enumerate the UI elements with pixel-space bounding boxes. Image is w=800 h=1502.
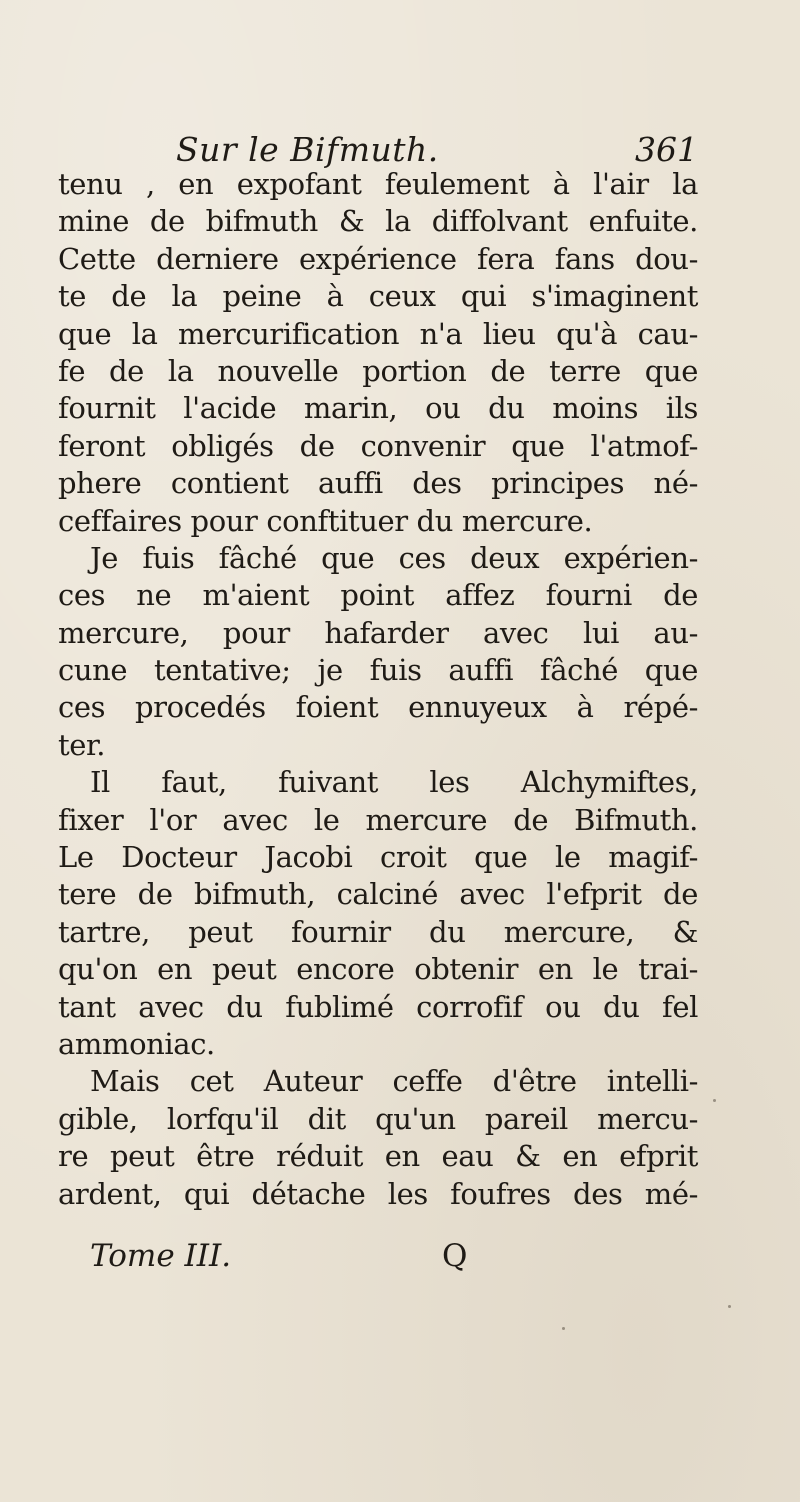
- text-line: ammoniac.: [58, 1026, 215, 1061]
- text-line: mine de bifmuth & la diffolvant enfuite.: [58, 204, 698, 239]
- text-line: qu'on en peut encore obtenir en le trai-: [58, 952, 698, 987]
- paper-speck: [562, 1327, 565, 1330]
- text-line: Le Docteur Jacobi croit que le magif-: [58, 840, 698, 875]
- text-line: ardent, qui détache les foufres des mé-: [58, 1176, 698, 1211]
- text-line: mercure, pour hafarder avec lui au-: [58, 615, 698, 650]
- page-footer: [90, 1234, 490, 1278]
- text-line: fournit l'acide marin, ou du moins ils: [58, 391, 698, 426]
- running-title: Sur le Bifmuth.: [176, 130, 439, 169]
- text-line: tenu , en expofant feulement à l'air la: [58, 167, 698, 201]
- text-line: Mais cet Auteur ceffe d'être intelli-: [90, 1064, 698, 1099]
- text-line: fixer l'or avec le mercure de Bifmuth.: [58, 802, 698, 837]
- text-line: te de la peine à ceux qui s'imaginent: [58, 279, 698, 314]
- text-line: tant avec du fublimé corrofif ou du fel: [58, 989, 698, 1024]
- text-line: Cette derniere expérience fera fans dou-: [58, 241, 698, 276]
- paper-speck: [728, 1305, 731, 1308]
- page-number: 361: [635, 130, 698, 169]
- text-line: cune tentative; je fuis auffi fâché que: [58, 653, 698, 688]
- text-line: ces ne m'aient point affez fourni de: [58, 578, 698, 613]
- text-line: fe de la nouvelle portion de terre que: [58, 353, 698, 388]
- paper-speck: [713, 1099, 716, 1102]
- text-line: gible, lorfqu'il dit qu'un pareil mercu-: [58, 1101, 698, 1136]
- volume-label: Tome III.: [90, 1238, 232, 1274]
- text-line: Je fuis fâché que ces deux expérien-: [90, 540, 698, 575]
- text-line: ter.: [58, 727, 106, 762]
- text-line: feront obligés de convenir que l'atmof-: [58, 428, 698, 463]
- text-line: re peut être réduit en eau & en efprit: [58, 1139, 698, 1174]
- text-line: tere de bifmuth, calciné avec l'efprit de: [58, 877, 698, 912]
- body-text: [58, 166, 698, 1213]
- text-line: Il faut, fuivant les Alchymiftes,: [90, 765, 698, 800]
- text-line: que la mercurification n'a lieu qu'à cau-: [58, 316, 698, 351]
- text-line: phere contient auffi des principes né-: [58, 466, 698, 501]
- text-line: ceffaires pour conftituer du mercure.: [58, 503, 593, 538]
- text-line: ces procedés foient ennuyeux à répé-: [58, 690, 698, 725]
- text-line: tartre, peut fournir du mercure, &: [58, 914, 698, 949]
- signature-mark: Q: [442, 1238, 468, 1274]
